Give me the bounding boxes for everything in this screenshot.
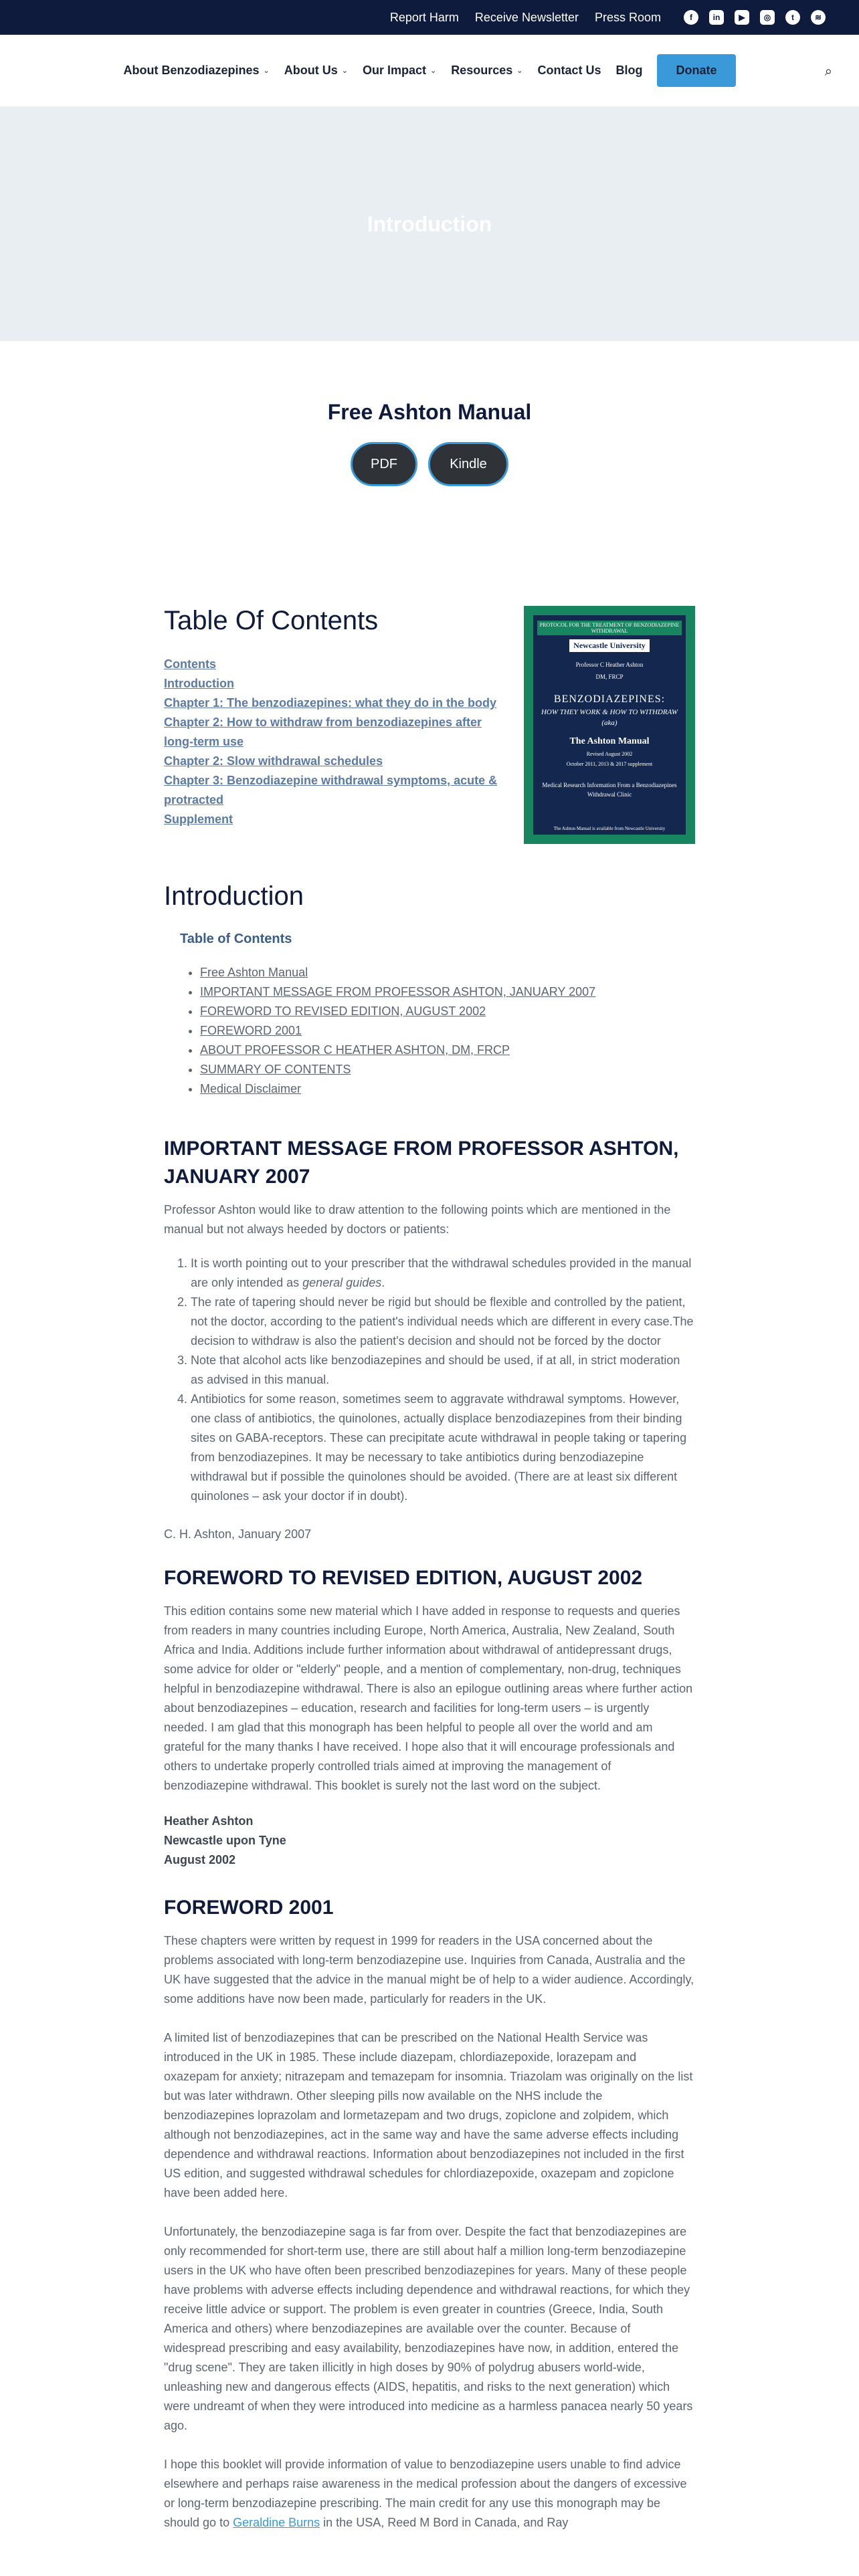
kindle-button[interactable]: Kindle — [428, 442, 508, 486]
social-icons — [684, 10, 826, 25]
list-item[interactable]: • Free Ashton Manual — [200, 963, 679, 982]
chevron-down-icon: ⌄ — [430, 67, 437, 75]
cover-title: BENZODIAZEPINES: — [553, 693, 666, 705]
manual-cover-image — [524, 606, 695, 844]
toc-link-contents[interactable]: Contents — [164, 657, 216, 671]
nav-label: Contact Us — [537, 64, 601, 77]
cover-author-credentials: DM, FRCP — [595, 673, 624, 680]
list-item: 3. Note that alcohol acts like benzodiazepines and should be used, if at all, in strict moderation as advised in this manual. — [191, 1351, 695, 1390]
nav-label: About Benzodiazepines — [123, 64, 260, 77]
foreword-2002-body: This edition contains some new material which I have added in response to requests and queries from readers in many countries including Europe, North America, Australia, New Zealand, South Africa and India. Additions include further information about withdrawal of antidepressant drugs, some advice for older or "elderly" people, and a mention of complementary, non-drug, techniques helpful in benzodiazepine withdrawal. There is also an epilogue outlining areas where further action about benzodiazepines – education, research and facilities for long-term users – is urgently needed. I am glad that this monograph has been helpful to people all over the world and am grateful for the many thanks I have received. I hope also that it will encourage professionals and others to undertake properly controlled trials aimed at improving the management of benzodiazepine withdrawal. This booklet is surely not the last word on the subject. — [164, 1604, 693, 1792]
nav-contact-us[interactable] — [537, 64, 601, 78]
cover-footer: The Ashton Manual is available from Newcastle University — [553, 826, 666, 831]
toc-link-chapter-2[interactable]: Chapter 2: How to withdraw from benzodiazepines after long-term use — [164, 716, 482, 748]
important-message-lead: Professor Ashton would like to draw attention to the following points which are mentioned in the manual but not always heeded by doctors or patients: — [164, 1203, 671, 1236]
cover-author: Professor C Heather Ashton — [575, 661, 644, 668]
spotify-icon[interactable]: ≋ — [811, 10, 826, 25]
toc-section — [164, 602, 695, 844]
cover-date: Revised August 2002 — [586, 751, 633, 757]
nav-resources[interactable] — [451, 64, 522, 78]
press-room-link[interactable]: Press Room — [594, 10, 661, 24]
list-item: 4. Antibiotics for some reason, sometimes seem to aggravate withdrawal symptoms. However, one class of antibiotics, the quinolones, actually displace benzodiazepines from their binding sites on GABA-receptors. These can precipitate acute withdrawal in people taking or tapering from benzodiazepines. It may be necessary to take antibiotics during benzodiazepine withdrawal but if possible the quinolones should be avoided. (There are at least six different quinolones – ask your doctor if in doubt). — [191, 1390, 695, 1506]
foreword-2001-p4: I hope this booklet will provide information of value to benzodiazepine users unable to find advice elsewhere and perhaps raise awareness in the medical profession about the dangers of excessive or long-term benzodiazepine prescribing. The main credit for any use this monograph may be should go to Geraldine Burns in the USA, Reed M Bord in Canada, and Ray — [164, 2458, 687, 2529]
main-navigation — [0, 35, 859, 107]
chevron-down-icon: ⌄ — [341, 67, 348, 75]
nav-label: About Us — [284, 64, 338, 77]
linkedin-icon[interactable]: in — [709, 10, 724, 25]
twitter-icon[interactable]: t — [785, 10, 800, 25]
list-item[interactable]: • SUMMARY OF CONTENTS — [200, 1060, 679, 1079]
inline-toc-title: Table of Contents — [180, 932, 292, 946]
list-item[interactable]: • FOREWORD TO REVISED EDITION, AUGUST 2002 — [200, 1002, 679, 1021]
toc-link-chapter-1[interactable]: Chapter 1: The benzodiazepines: what they do in the body — [164, 696, 497, 710]
nav-about-us[interactable] — [284, 64, 348, 78]
table-of-contents — [164, 606, 498, 844]
foreword-2001-p1: These chapters were written by request in 1999 for readers in the USA concerned about the problems associated with long-term benzodiazepine use. Inquiries from Canada, Australia and the UK have suggested that the advice in the manual might be of help to a wider audience. Accordingly, some additions have now been made, particularly for readers in the UK. — [164, 1934, 694, 2006]
list-item[interactable]: • IMPORTANT MESSAGE FROM PROFESSOR ASHTON, JANUARY 2007 — [200, 982, 679, 1002]
page-title: Introduction — [367, 211, 492, 236]
top-utility-bar — [0, 0, 859, 35]
toc-link-supplement[interactable]: Supplement — [164, 813, 233, 826]
foreword-2001-p2: A limited list of benzodiazepines that can be prescribed on the National Health Service was introduced in the UK in 1985. These include diazepam, chlordiazepoxide, lorazepam and oxazepam for anxiety; nitrazepam and temazepam for insomnia. Triazolam was originally on the list but was later withdrawn. Other sleeping pills now available on the NHS include the benzodiazepines loprazolam and lormetazepam and two drugs, zopiclone and zolpidem, which although not benzodiazepines, act in the same way and have the same adverse effects including dependence and withdrawal reactions. Information about benzodiazepines not included in the first US edition, and suggested withdrawal schedules for chlordiazepoxide, oxazepam and zopiclone have been added here. — [164, 2031, 693, 2199]
list-item: 1. It is worth pointing out to your prescriber that the withdrawal schedules provided in the manual are only intended as general guides. — [191, 1254, 695, 1293]
main-content — [164, 602, 695, 2533]
nav-label: Our Impact — [362, 64, 426, 77]
donate-button[interactable]: Donate — [657, 54, 735, 87]
facebook-icon[interactable]: f — [684, 10, 698, 25]
toc-link-chapter-2-schedules[interactable]: Chapter 2: Slow withdrawal schedules — [164, 754, 383, 768]
list-item[interactable]: • ABOUT PROFESSOR C HEATHER ASHTON, DM, FRCP — [200, 1041, 679, 1060]
toc-heading: Table Of Contents — [164, 606, 379, 635]
list-item[interactable]: • FOREWORD 2001 — [200, 1021, 679, 1041]
youtube-icon[interactable]: ▶ — [735, 10, 749, 25]
pdf-button[interactable]: PDF — [351, 442, 417, 486]
message-signature: C. H. Ashton, January 2007 — [164, 1527, 312, 1541]
nav-our-impact[interactable] — [363, 64, 436, 78]
foreword-2002-signature: Heather Ashton Newcastle upon Tyne August 2002 — [164, 1814, 286, 1866]
university-logo: Newcastle University — [569, 639, 650, 652]
instagram-icon[interactable]: ◎ — [760, 10, 775, 25]
chevron-down-icon: ⌄ — [263, 67, 270, 75]
cover-manual-name: The Ashton Manual — [569, 736, 650, 746]
foreword-2001-p3: Unfortunately, the benzodiazepine saga is far from over. Despite the fact that benzodiazepines are only recommended for short-term use, there are still about half a million long-term benzodiazepine users in the UK who have often been prescribed benzodiazepines for years. Many of these people have problems with adverse effects including dependence and withdrawal reactions, for which they receive little advice or support. The problem is even greater in countries (Greece, India, South America and others) where benzodiazepines are available over the counter. Because of widespread prescribing and easy availability, benzodiazepines have now, in addition, entered the "drug scene". They are taken illicitly in high doses by 90% of polydrug abusers world-wide, unleashing new and dangerous effects (AIDS, hepatitis, and risks to the next generation) which were undreamt of when they were introduced into medicine as a harmless panacea nearly 50 years ago. — [164, 2225, 693, 2432]
toc-link-introduction[interactable]: Introduction — [164, 677, 234, 690]
important-message-heading: IMPORTANT MESSAGE FROM PROFESSOR ASHTON, JANUARY 2007 — [164, 1138, 679, 1188]
chevron-down-icon: ⌄ — [516, 67, 523, 75]
cover-top-text: PROTOCOL FOR THE TREATMENT OF BENZODIAZEPINE WITHDRAWAL — [537, 621, 682, 635]
cover-aka: (aka) — [601, 719, 617, 727]
cover-info: Medical Research Information From a Benzodiazepines Withdrawal Clinic — [542, 782, 677, 798]
list-item: 2. The rate of tapering should never be rigid but should be flexible and controlled by the patient, not the doctor, according to the patient's individual needs which are different in every case.The decision to withdraw is also the patient's decision and should not be forced by the doctor — [191, 1293, 695, 1351]
free-manual-heading: Free Ashton Manual — [327, 400, 532, 424]
cover-dates: October 2011, 2013 & 2017 supplement — [566, 761, 653, 767]
nav-about-benzodiazepines[interactable] — [123, 64, 269, 78]
foreword-2001-heading: FOREWORD 2001 — [164, 1897, 334, 1919]
nav-label: Blog — [615, 64, 643, 77]
hero-banner — [0, 107, 859, 341]
toc-link-chapter-3[interactable]: Chapter 3: Benzodiazepine withdrawal symptoms, acute & protracted — [164, 774, 498, 807]
list-item[interactable]: • Medical Disclaimer — [200, 1079, 679, 1099]
nav-label: Resources — [451, 64, 513, 77]
nav-blog[interactable] — [615, 64, 642, 78]
search-icon[interactable]: ⌕ — [824, 64, 832, 79]
report-harm-link[interactable]: Report Harm — [389, 10, 459, 24]
introduction-heading: Introduction — [164, 881, 304, 911]
cover-subtitle: HOW THEY WORK & HOW TO WITHDRAW — [541, 708, 678, 716]
receive-newsletter-link[interactable]: Receive Newsletter — [474, 10, 579, 24]
important-points-list — [164, 1254, 695, 1506]
free-manual-section — [0, 341, 859, 602]
inline-toc — [164, 917, 695, 1099]
foreword-2002-heading: FOREWORD TO REVISED EDITION, AUGUST 2002 — [164, 1567, 643, 1589]
geraldine-burns-link[interactable]: Geraldine Burns — [233, 2516, 320, 2529]
